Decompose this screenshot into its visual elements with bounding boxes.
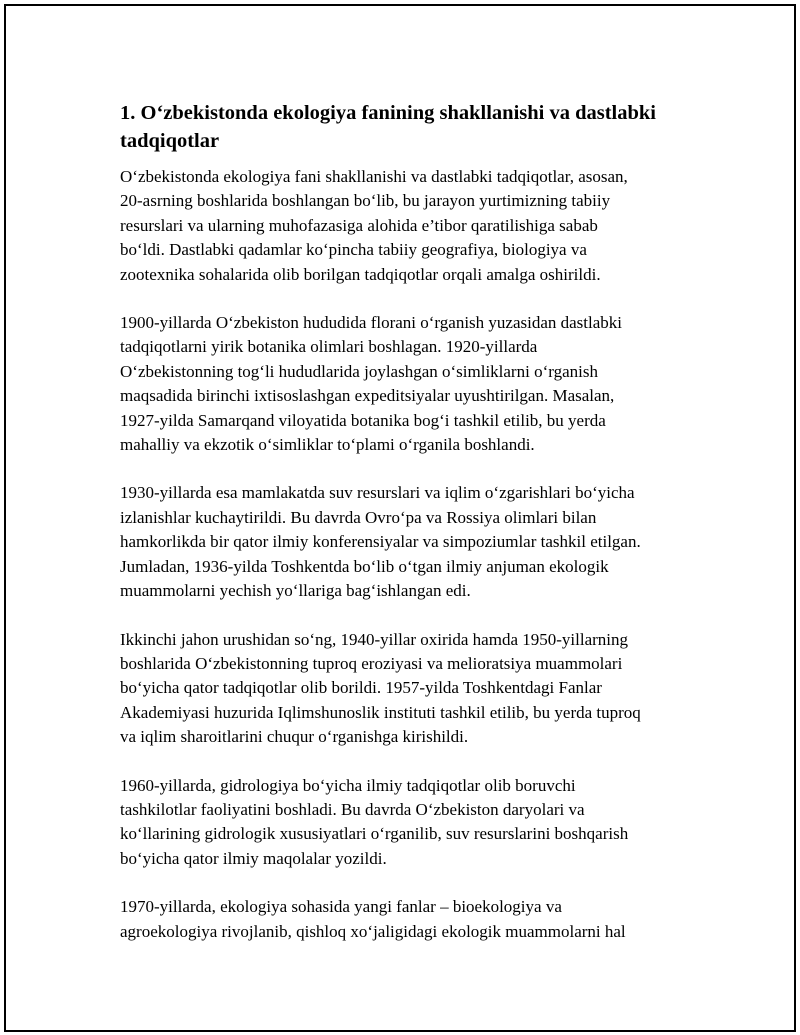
text-line: tadqiqotlarni yirik botanika olimlari boshlagan. 1920-yillarda xyxy=(120,337,538,357)
text-line: Jumladan, 1936-yilda Toshkentda bo‘lib o‘tgan ilmiy anjuman ekologik xyxy=(120,556,609,576)
text-line: ko‘llarining gidrologik xususiyatlari o‘rganilib, suv resurslarini boshqarish xyxy=(120,824,629,844)
text-line: agroekologiya rivojlanib, qishloq xo‘jaligidagi ekologik muammolarni hal xyxy=(120,921,626,941)
text-line: Ikkinchi jahon urushidan so‘ng, 1940-yillar oxirida hamda 1950-yillarning xyxy=(120,629,629,649)
text-line: 1930-yillarda esa mamlakatda suv resurslari va iqlim o‘zgarishlari bo‘yicha xyxy=(120,483,635,503)
text-line: 1927-yilda Samarqand viloyatida botanika bog‘i tashkil etilib, bu yerda xyxy=(120,410,606,430)
text-line: bo‘ldi. Dastlabki qadamlar ko‘pincha tabiiy geografiya, biologiya va xyxy=(120,240,587,260)
paragraph-postwar xyxy=(120,628,692,750)
section-heading xyxy=(120,99,692,155)
text-line: mahalliy va ekzotik o‘simliklar to‘plami o‘rganila boshlandi. xyxy=(120,435,535,455)
page-frame xyxy=(4,4,796,1032)
text-line: hamkorlikda bir qator ilmiy konferensiyalar va simpoziumlar tashkil etilgan. xyxy=(120,532,641,552)
text-line: bo‘yicha qator tadqiqotlar olib borildi. 1957-yilda Toshkentdagi Fanlar xyxy=(120,678,602,698)
text-line: muammolarni yechish yo‘llariga bag‘ishlangan edi. xyxy=(120,581,471,601)
text-line: izlanishlar kuchaytirildi. Bu davrda Ovro‘pa va Rossiya olimlari bilan xyxy=(120,507,597,527)
text-line: 1900-yillarda O‘zbekiston hududida florani o‘rganish yuzasidan dastlabki xyxy=(120,313,623,333)
paragraph-1960s xyxy=(120,774,692,872)
text-line: Akademiyasi huzurida Iqlimshunoslik instituti tashkil etilib, bu yerda tuproq xyxy=(120,702,641,722)
text-line: boshlarida O‘zbekistonning tuproq eroziyasi va melioratsiya muammolari xyxy=(120,653,623,673)
heading-line: tadqiqotlar xyxy=(120,130,220,152)
heading-line: 1. O‘zbekistonda ekologiya fanining shakllanishi va dastlabki xyxy=(120,102,657,124)
text-line: 1970-yillarda, ekologiya sohasida yangi fanlar – bioekologiya va xyxy=(120,897,562,917)
text-line: 20-asrning boshlarida boshlangan bo‘lib, bu jarayon yurtimizning tabiiy xyxy=(120,191,611,211)
text-line: maqsadida birinchi ixtisoslashgan expeditsiyalar uyushtirilgan. Masalan, xyxy=(120,386,615,406)
text-line: resurslari va ularning muhofazasiga alohida e’tibor qaratilishiga sabab xyxy=(120,215,598,235)
paragraph-1970s xyxy=(120,895,692,944)
text-line: 1960-yillarda, gidrologiya bo‘yicha ilmiy tadqiqotlar olib boruvchi xyxy=(120,775,576,795)
text-line: va iqlim sharoitlarini chuqur o‘rganishga kirishildi. xyxy=(120,727,469,747)
text-line: O‘zbekistonda ekologiya fani shakllanishi va dastlabki tadqiqotlar, asosan, xyxy=(120,167,628,186)
text-line: zootexnika sohalarida olib borilgan tadqiqotlar orqali amalga oshirildi. xyxy=(120,264,601,284)
paragraph-1900s xyxy=(120,311,692,457)
text-line: tashkilotlar faoliyatini boshladi. Bu davrda O‘zbekiston daryolari va xyxy=(120,799,585,819)
paragraph-1930s xyxy=(120,481,692,603)
text-line: bo‘yicha qator ilmiy maqolalar yozildi. xyxy=(120,848,387,868)
document-body xyxy=(120,99,692,968)
paragraph-intro xyxy=(120,165,692,287)
text-line: O‘zbekistonning tog‘li hududlarida joylashgan o‘simliklarni o‘rganish xyxy=(120,361,598,381)
